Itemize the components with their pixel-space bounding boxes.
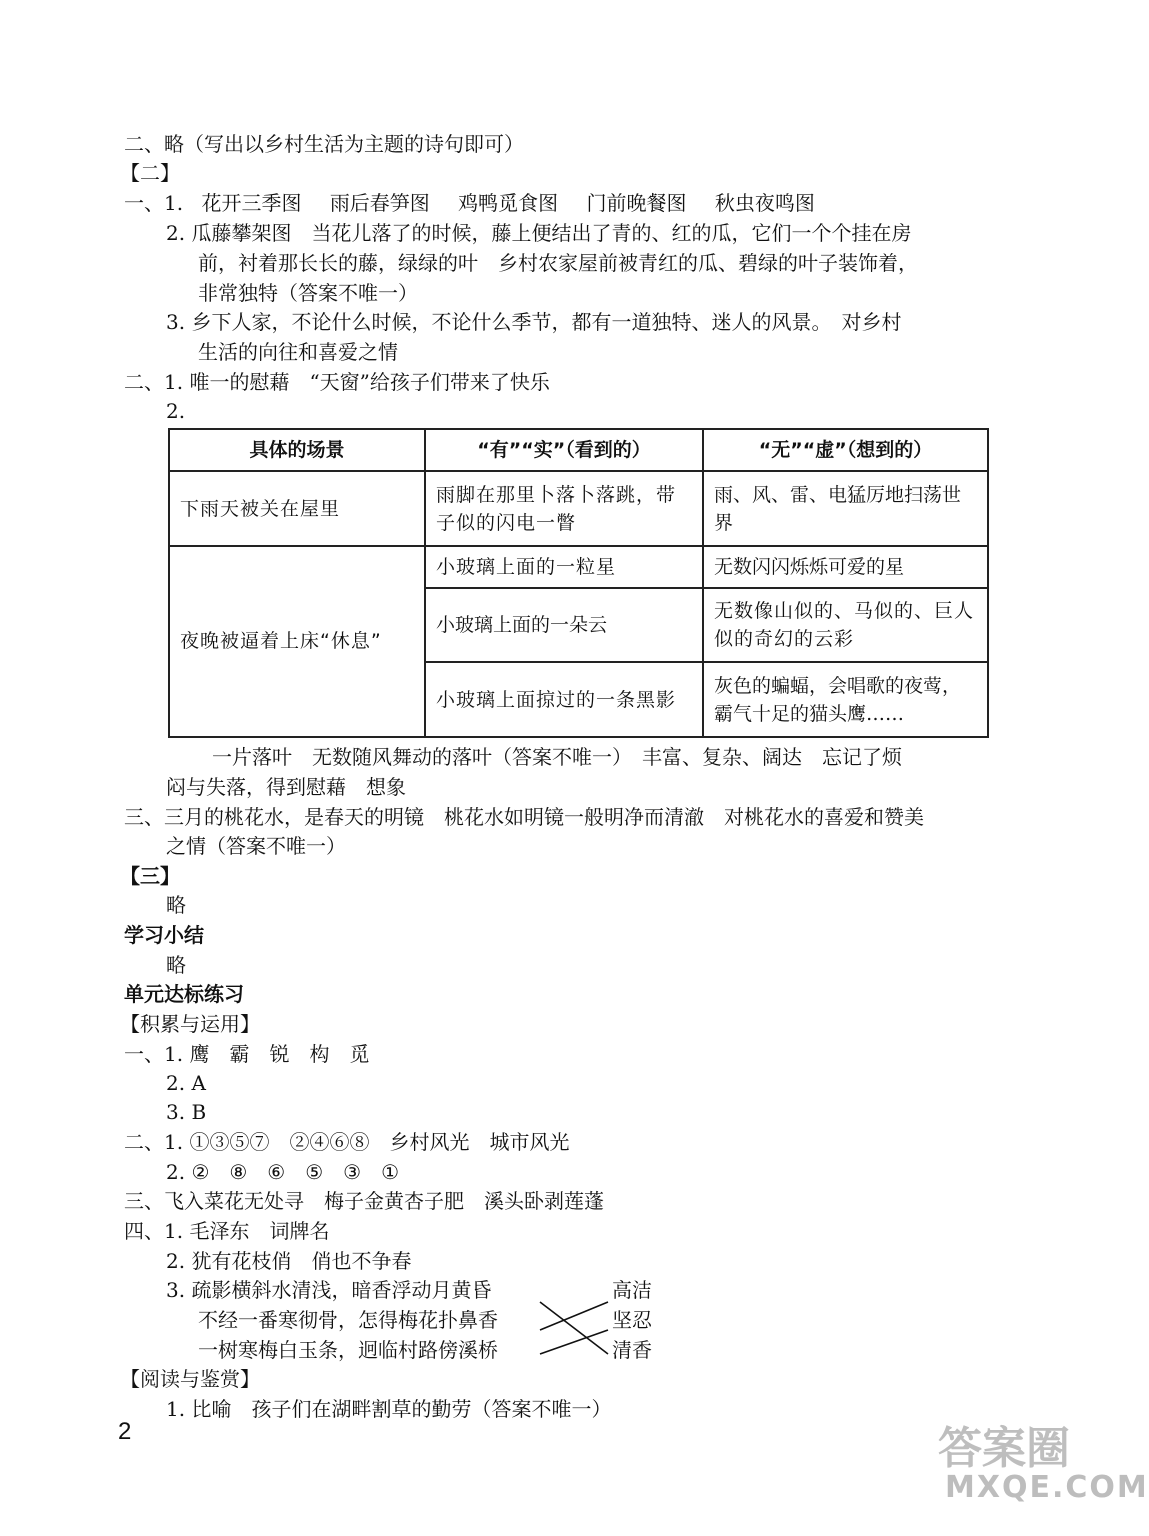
answer-term: 门前晚餐图 (586, 191, 687, 215)
table-header: 具体的场景 (169, 429, 425, 471)
line-10: 2. (166, 399, 186, 423)
subsection-heading: 【积累与运用】 (120, 1012, 260, 1036)
table-header: “有”“实”（看到的） (425, 429, 703, 471)
section-heading-summary: 学习小结 (124, 923, 204, 947)
line-30: 不经一番寒彻骨，怎得梅花扑鼻香 (198, 1308, 498, 1332)
watermark-url: MXQE.COM (945, 1470, 1149, 1505)
table-cell-scene: 下雨天被关在屋里 (169, 471, 425, 545)
table-cell-imagined: 灰色的蝙蝠，会唱歌的夜莺，霸气十足的猫头鹰…… (703, 662, 988, 737)
item-number: 一、1. (124, 191, 184, 215)
line-05: 前，衬着那长长的藤，绿绿的叶 乡村农家屋前被青红的瓜、碧绿的叶子装饰着， (198, 251, 918, 275)
line-06: 非常独特（答案不唯一） (198, 281, 418, 305)
answer-table (168, 428, 989, 738)
section-heading-unit-practice: 单元达标练习 (124, 982, 244, 1006)
answer-term: 花开三季图 (201, 191, 302, 215)
line-33: 1. 比喻 孩子们在湖畔割草的勤劳（答案不唯一） (166, 1397, 612, 1421)
page-number: 2 (118, 1418, 132, 1445)
line-27: 四、1. 毛泽东 词牌名 (124, 1219, 330, 1243)
line-09: 二、1. 唯一的慰藉 “天窗”给孩子们带来了快乐 (124, 370, 550, 394)
section-heading-2: 【二】 (120, 161, 180, 185)
line-14: 之情（答案不唯一） (166, 834, 346, 858)
match-option: 坚忍 (612, 1308, 652, 1332)
line-13: 三、三月的桃花水，是春天的明镜 桃花水如明镜一般明净而清澈 对桃花水的喜爱和赞美 (124, 805, 924, 829)
line-23: 3. B (166, 1100, 207, 1124)
subsection-heading: 【阅读与鉴赏】 (120, 1367, 260, 1391)
line-26: 三、飞入菜花无处寻 梅子金黄杏子肥 溪头卧剥莲蓬 (124, 1189, 604, 1213)
line-28: 2. 犹有花枝俏 俏也不争春 (166, 1249, 412, 1273)
section-heading-3: 【三】 (120, 864, 180, 888)
answer-term: 雨后春笋图 (329, 191, 430, 215)
match-option: 高洁 (612, 1278, 652, 1302)
line-08: 生活的向往和喜爱之情 (198, 340, 398, 364)
line-18: 略 (166, 953, 186, 977)
line-04: 2. 瓜藤攀架图 当花儿落了的时候，藤上便结出了青的、红的瓜，它们一个个挂在房 (166, 221, 912, 245)
table-cell-imagined: 雨、风、雷、电猛厉地扫荡世界 (703, 471, 988, 545)
line-22: 2. A (166, 1071, 206, 1095)
table-cell-seen: 小玻璃上面的一粒星 (425, 546, 703, 588)
table-cell-seen: 小玻璃上面掠过的一条黑影 (425, 662, 703, 737)
table-cell-scene: 夜晚被逼着上床“休息” (169, 546, 425, 737)
line-29: 3. 疏影横斜水清浅，暗香浮动月黄昏 (166, 1278, 492, 1302)
line-03 (124, 190, 815, 216)
line-25: 2. ② ⑧ ⑥ ⑤ ③ ① (166, 1160, 400, 1184)
matching-lines (536, 1284, 612, 1364)
line-31: 一树寒梅白玉条，迥临村路傍溪桥 (198, 1338, 498, 1362)
answer-term: 秋虫夜鸣图 (714, 191, 815, 215)
line-01: 二、略（写出以乡村生活为主题的诗句即可） (124, 132, 524, 156)
line-07: 3. 乡下人家，不论什么时候，不论什么季节，都有一道独特、迷人的风景。 对乡村 (166, 310, 902, 334)
line-21: 一、1. 鹰 霸 锐 构 觅 (124, 1042, 370, 1066)
match-option: 清香 (612, 1338, 652, 1362)
watermark-logo: 答案圈 (938, 1423, 1070, 1474)
table-header: “无”“虚”（想到的） (703, 429, 988, 471)
line-24: 二、1. ①③⑤⑦ ②④⑥⑧ 乡村风光 城市风光 (124, 1130, 570, 1154)
table-cell-imagined: 无数像山似的、马似的、巨人似的奇幻的云彩 (703, 588, 988, 662)
table-cell-imagined: 无数闪闪烁烁可爱的星 (703, 546, 988, 588)
line-11: 一片落叶 无数随风舞动的落叶（答案不唯一） 丰富、复杂、阔达 忘记了烦 (212, 745, 902, 769)
line-12: 闷与失落，得到慰藉 想象 (166, 775, 406, 799)
line-16: 略 (166, 893, 186, 917)
table-cell-seen: 雨脚在那里卜落卜落跳，带子似的闪电一瞥 (425, 471, 703, 545)
table-cell-seen: 小玻璃上面的一朵云 (425, 588, 703, 662)
answer-term: 鸡鸭觅食图 (458, 191, 559, 215)
